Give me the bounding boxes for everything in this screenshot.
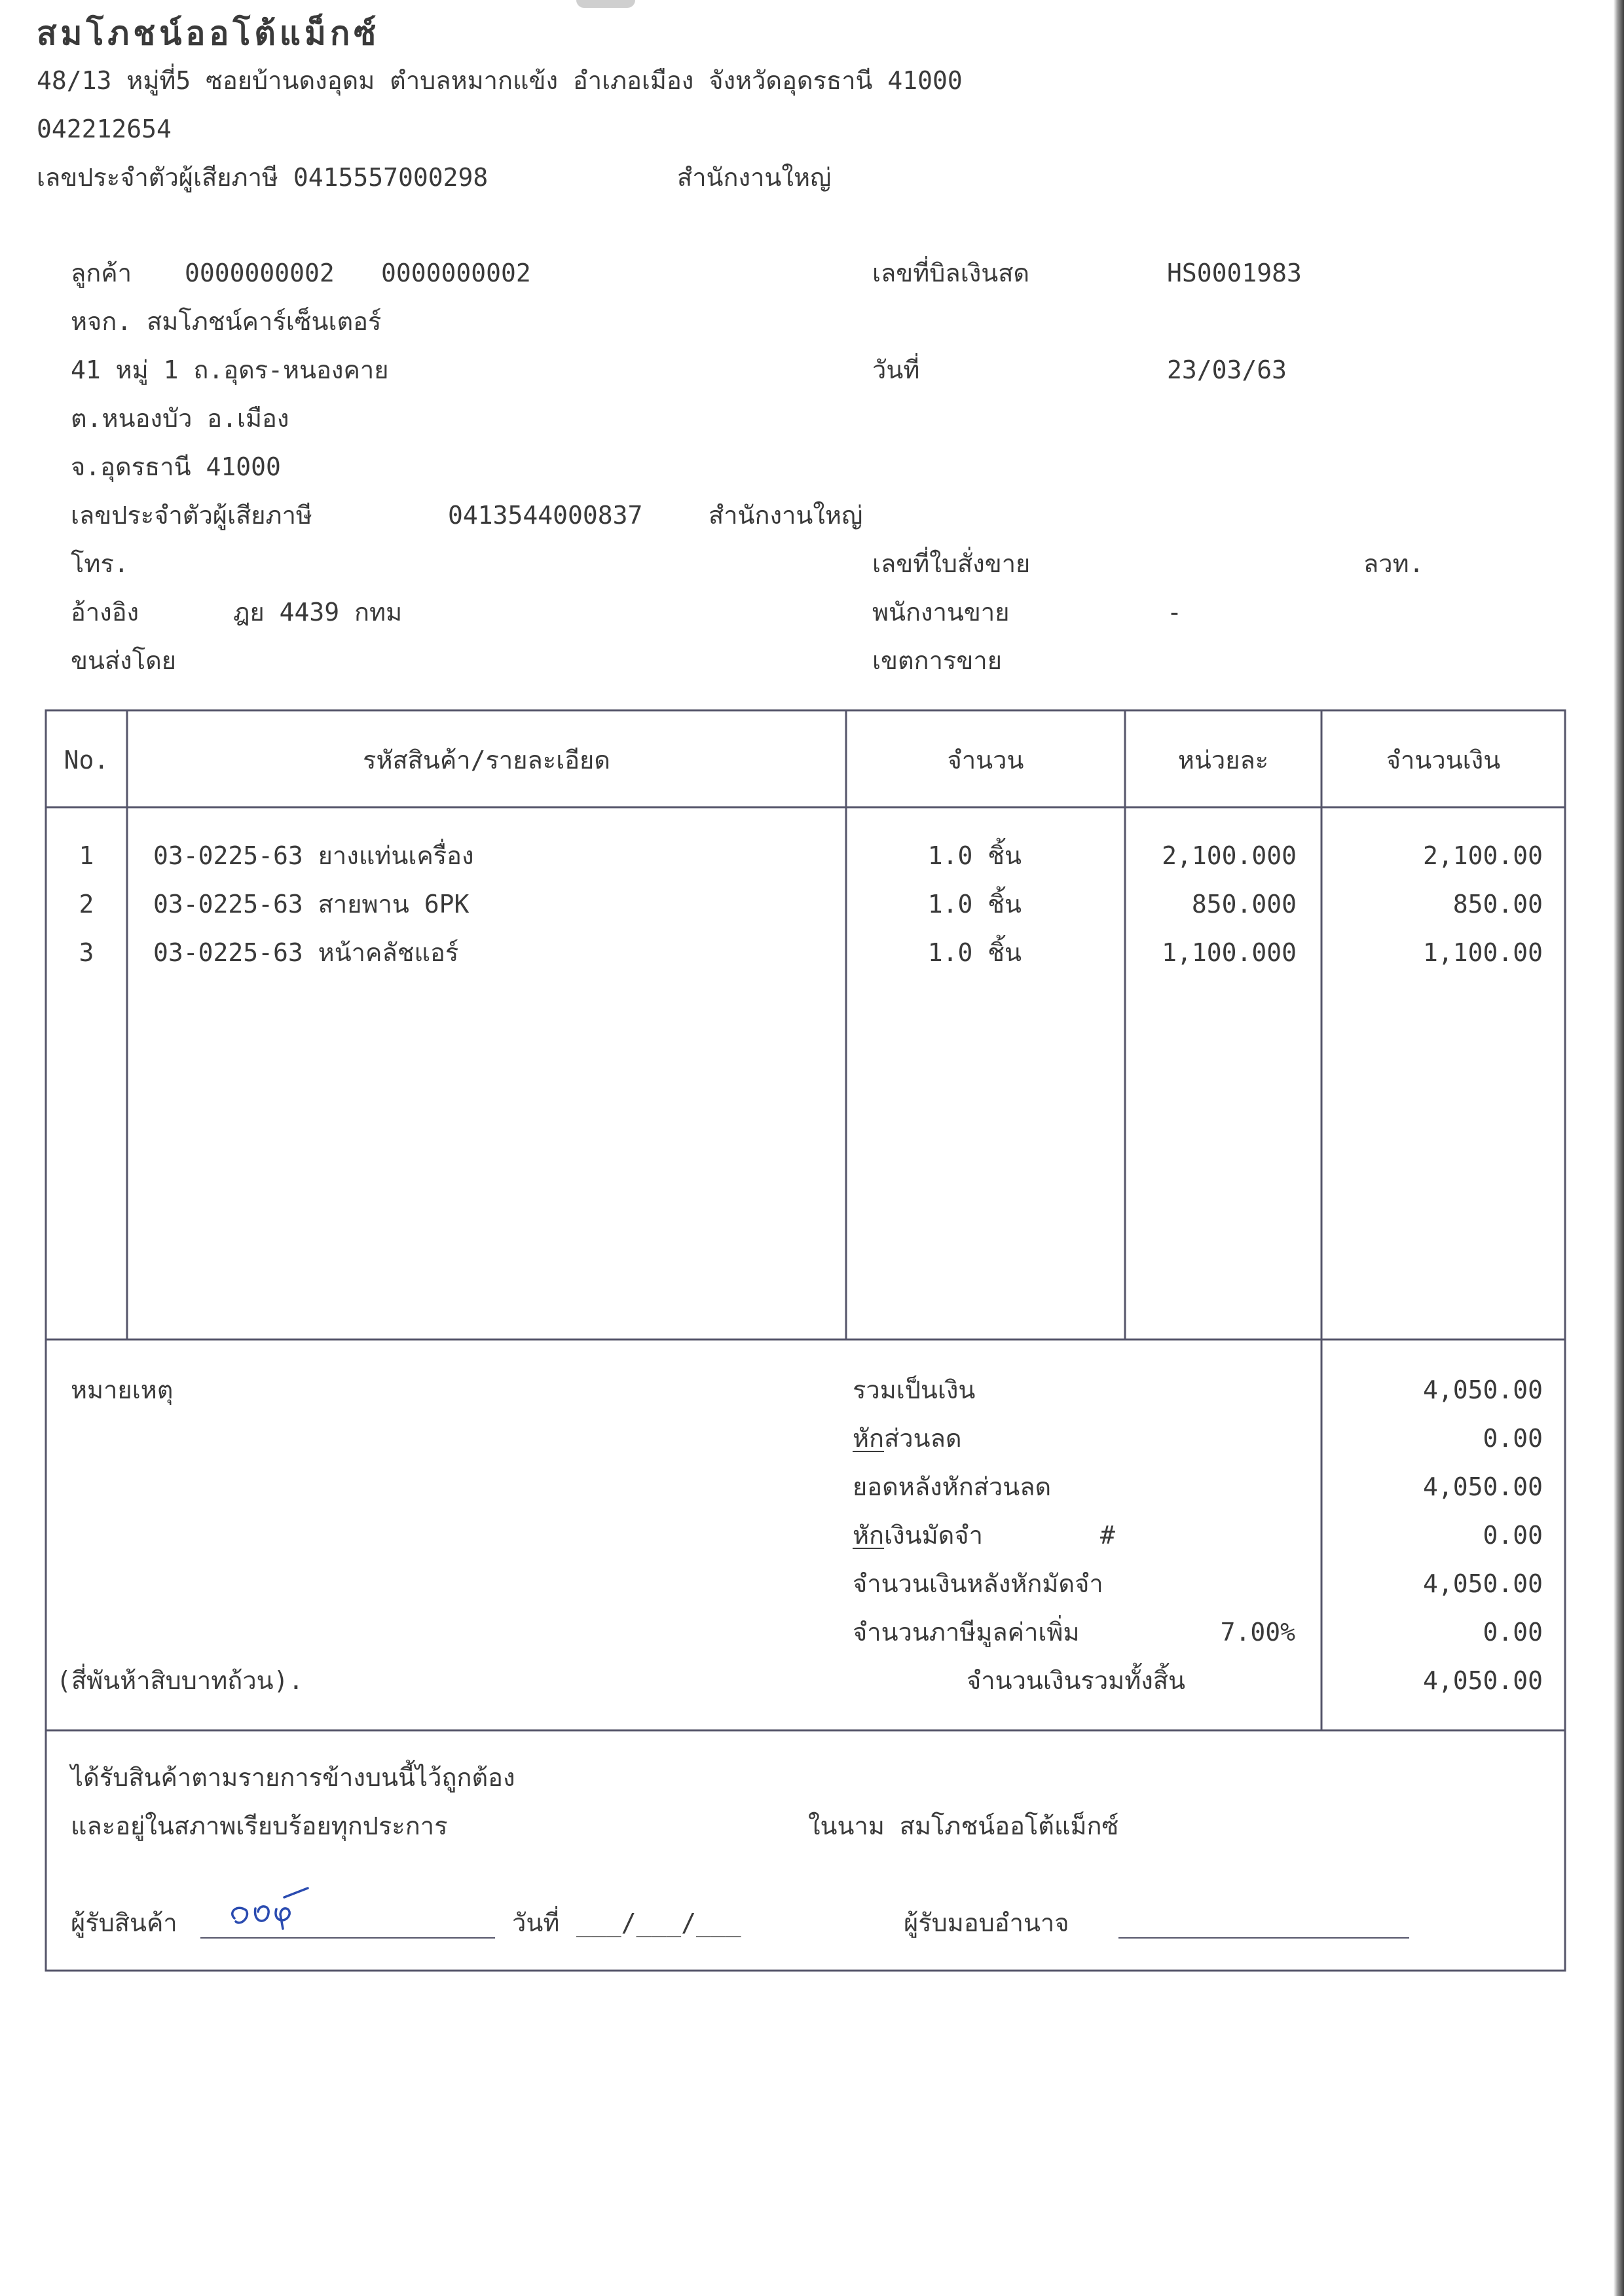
reference-label: อ้างอิง [71, 598, 139, 627]
discount-prefix: หัก [853, 1424, 885, 1453]
company-phone: 042212654 [37, 115, 172, 143]
row-unit-price: 2,100.000 [1162, 841, 1297, 870]
sales-order-label: เลขที่ใบสั่งขาย [872, 549, 1031, 578]
row-description: 03-0225-63 สายพาน 6PK [153, 890, 470, 919]
subtotal-value: 4,050.00 [1422, 1376, 1543, 1404]
receiver-signature [221, 1886, 313, 1938]
deposit-prefix: หัก [853, 1521, 885, 1550]
row-unit-price: 1,100.000 [1162, 938, 1297, 967]
customer-branch: สำนักงานใหญ่ [709, 501, 863, 530]
sales-area-label: เขตการขาย [872, 646, 1002, 675]
row-unit-price: 850.000 [1191, 890, 1297, 919]
received-statement-1: ได้รับสินค้าตามรายการข้างบนนี้ไว้ถูกต้อง [71, 1763, 515, 1792]
reference-value: ฎย 4439 กทม [233, 598, 403, 627]
after-deposit-value: 4,050.00 [1422, 1569, 1543, 1598]
vat-value: 0.00 [1483, 1618, 1543, 1647]
received-statement-2: และอยู่ในสภาพเรียบร้อยทุกประการ [71, 1812, 448, 1840]
discount-label [853, 1426, 962, 1451]
row-quantity: 1.0 ชิ้น [927, 841, 1022, 870]
grand-total-value: 4,050.00 [1422, 1666, 1543, 1695]
bill-date-label: วันที่ [872, 355, 920, 384]
salesperson-value: - [1167, 598, 1182, 627]
customer-code-1: 0000000002 [185, 259, 335, 287]
bill-no-label: เลขที่บิลเงินสด [872, 259, 1030, 287]
sales-order-value: ลวท. [1363, 549, 1424, 578]
on-behalf-of: ในนาม สมโภชน์ออโต้แม็กซ์ [808, 1812, 1119, 1840]
deposit-value: 0.00 [1483, 1521, 1543, 1550]
customer-code-2: 0000000002 [381, 259, 531, 287]
row-no: 2 [79, 890, 94, 919]
bill-no-value: HS0001983 [1167, 259, 1302, 287]
after-deposit-label: จำนวนเงินหลังหักมัดจำ [853, 1569, 1103, 1598]
row-amount: 1,100.00 [1422, 938, 1543, 967]
subtotal-label: รวมเป็นเงิน [853, 1376, 976, 1404]
row-no: 3 [79, 938, 94, 967]
row-description: 03-0225-63 หน้าคลัชแอร์ [153, 938, 459, 967]
receive-date-label: วันที่ [512, 1908, 560, 1937]
customer-address-2: ต.หนองบัว อ.เมือง [71, 404, 289, 433]
row-amount: 2,100.00 [1422, 841, 1543, 870]
discount-value: 0.00 [1483, 1424, 1543, 1453]
discount-text: ส่วนลด [884, 1424, 962, 1453]
row-amount: 850.00 [1452, 890, 1543, 919]
row-no: 1 [79, 841, 94, 870]
deposit-text: เงินมัดจำ [884, 1521, 983, 1550]
amount-in-words: (สี่พันห้าสิบบาทถ้วน). [56, 1666, 304, 1695]
company-address: 48/13 หมู่ที่5 ซอยบ้านดงอุดม ตำบลหมากแข้ง อำเภอเมือง จังหวัดอุดรธานี 41000 [37, 66, 963, 95]
receiver-label: ผู้รับสินค้า [71, 1908, 177, 1937]
company-name: สมโภชน์ออโต้แม็กซ์ [37, 14, 380, 52]
customer-address-3: จ.อุดรธานี 41000 [71, 452, 281, 481]
row-quantity: 1.0 ชิ้น [927, 890, 1022, 919]
header-amount: จำนวนเงิน [1386, 746, 1501, 774]
remark-label: หมายเหตุ [71, 1376, 174, 1404]
deposit-label [853, 1523, 983, 1548]
grand-total-label: จำนวนเงินรวมทั้งสิ้น [967, 1666, 1185, 1695]
deposit-hash: # [1100, 1521, 1115, 1550]
authorized-label: ผู้รับมอบอำนาจ [904, 1908, 1069, 1937]
customer-tax-id: 0413544000837 [448, 501, 643, 530]
shipping-label: ขนส่งโดย [71, 646, 177, 675]
customer-address-1: 41 หมู่ 1 ถ.อุดร-หนองคาย [71, 355, 389, 384]
customer-name: หจก. สมโภชน์คาร์เซ็นเตอร์ [71, 307, 382, 336]
row-description: 03-0225-63 ยางแท่นเครื่อง [153, 841, 474, 870]
header-quantity: จำนวน [947, 746, 1024, 774]
header-description: รหัสสินค้า/รายละเอียด [363, 746, 610, 774]
after-discount-value: 4,050.00 [1422, 1472, 1543, 1501]
customer-tax-label: เลขประจำตัวผู้เสียภาษี [71, 501, 312, 530]
customer-label: ลูกค้า [71, 259, 132, 287]
customer-phone-label: โทร. [71, 549, 129, 578]
header-no: No. [64, 746, 109, 774]
company-branch: สำนักงานใหญ่ [677, 163, 832, 192]
salesperson-label: พนักงานขาย [872, 598, 1010, 627]
bill-date-value: 23/03/63 [1167, 355, 1287, 384]
receive-date-blank: ___/___/___ [576, 1908, 741, 1937]
company-tax-id: เลขประจำตัวผู้เสียภาษี 0415557000298 [37, 163, 489, 192]
row-quantity: 1.0 ชิ้น [927, 938, 1022, 967]
vat-label: จำนวนภาษีมูลค่าเพิ่ม [853, 1618, 1080, 1647]
header-unit-price: หน่วยละ [1177, 746, 1269, 774]
after-discount-label: ยอดหลังหักส่วนลด [853, 1472, 1052, 1501]
vat-rate: 7.00% [1220, 1618, 1295, 1647]
